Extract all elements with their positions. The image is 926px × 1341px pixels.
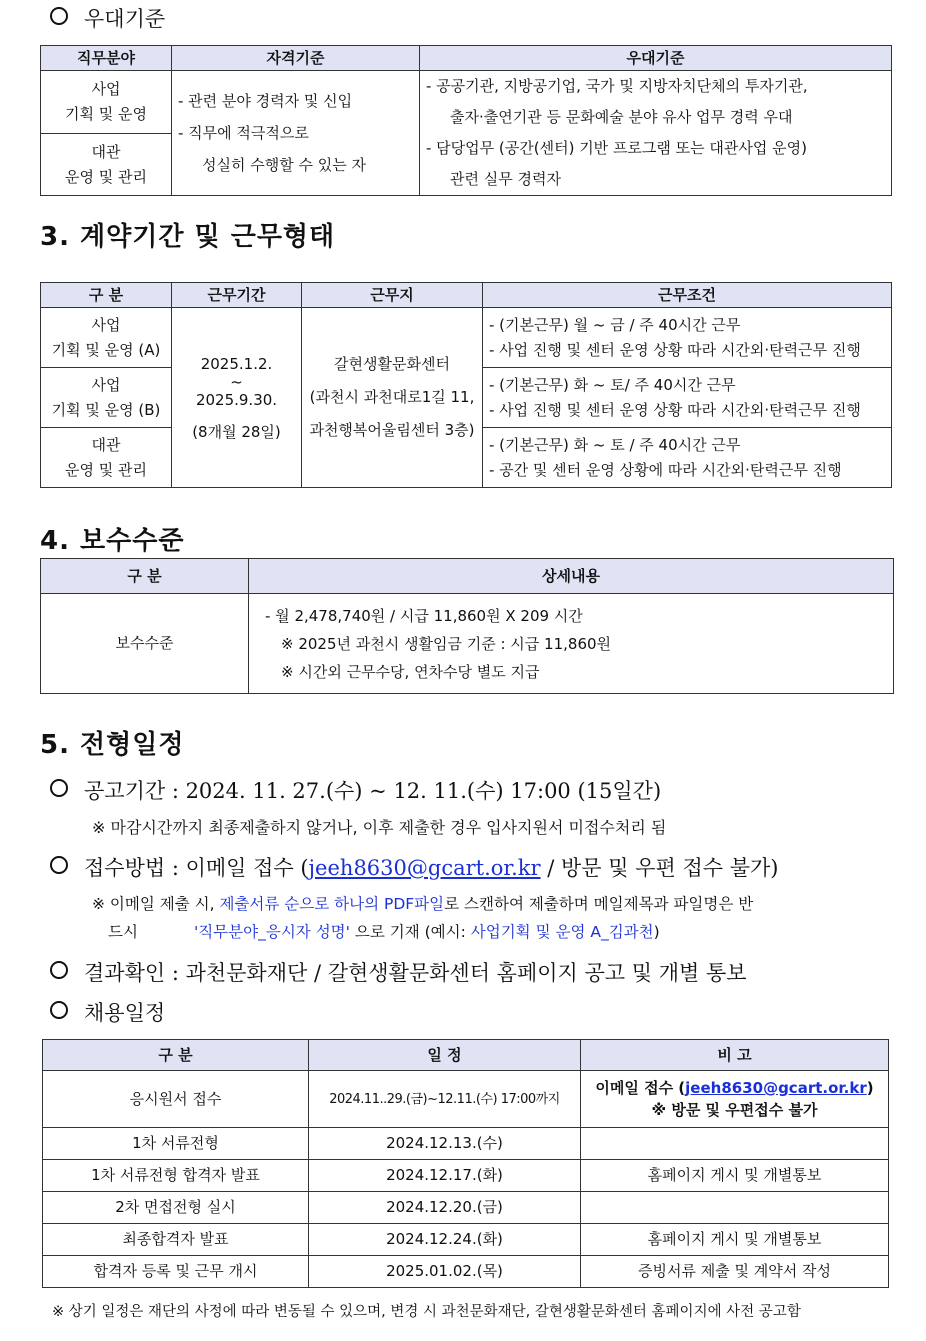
category-cell: 사업 기획 및 운영 (B): [41, 368, 172, 428]
email-note: ※ 이메일 제출 시, 제출서류 순으로 하나의 PDF파일로 스캔하여 제출하며 메일제목과 파일명은 반: [92, 895, 754, 913]
field-cell: 사업 기획 및 운영: [41, 71, 172, 134]
field-cell: 대관 운영 및 관리: [41, 134, 172, 196]
table-row: 1차 서류전형 2024.12.13.(수): [43, 1128, 889, 1160]
schedule-heading: 채용일정: [50, 997, 165, 1027]
application-method: 접수방법 : 이메일 접수 (jeeh8630@gcart.or.kr / 방문 및 우편 접수 불가): [50, 852, 778, 882]
preferred-table: [40, 45, 892, 196]
email-link[interactable]: jeeh8630@gcart.or.kr: [685, 1079, 867, 1097]
col-header: 직무분야: [41, 46, 172, 71]
salary-category: 보수수준: [41, 594, 249, 694]
notice-note: ※ 마감시간까지 최종제출하지 않거나, 이후 제출한 경우 입사지원서 미접수처리 됨: [92, 818, 667, 837]
circle-bullet-icon: [50, 961, 68, 979]
qualification-cell: - 관련 분야 경력자 및 신입 - 직무에 적극적으로 성실히 수행할 수 있는 자: [172, 71, 420, 196]
col-header: 자격기준: [172, 46, 420, 71]
contract-table: [40, 282, 892, 488]
salary-details: - 월 2,478,740원 / 시급 11,860원 X 209 시간 ※ 2025년 과천시 생활임금 기준 : 시급 11,860원 ※ 시간외 근무수당, 연차수당 별도 지급: [249, 594, 894, 694]
circle-bullet-icon: [50, 7, 68, 25]
result-check: 결과확인 : 과천문화재단 / 갈현생활문화센터 홈페이지 공고 및 개별 통보: [50, 957, 747, 987]
remark-cell: 홈페이지 게시 및 개별통보: [581, 1160, 889, 1192]
circle-bullet-icon: [50, 779, 68, 797]
remark-cell: 증빙서류 제출 및 계약서 작성: [581, 1256, 889, 1288]
period-cell: 2025.1.2. ~ 2025.9.30. (8개월 28일): [172, 308, 302, 488]
preference-cell: - 공공기관, 지방공기업, 국가 및 지방자치단체의 투자기관, 출자·출연기관 등 문화예술 분야 유사 업무 경력 우대 - 담당업무 (공간(센터) 기반 프로그램 또는 대관사업 운영) 관련 실무 경력자: [420, 71, 892, 196]
conditions-cell: - (기본근무) 월 ~ 금 / 주 40시간 근무 - 사업 진행 및 센터 운영 상황 따라 시간외·탄력근무 진행: [483, 308, 892, 368]
col-header: 상세내용: [249, 559, 894, 594]
salary-table: [40, 558, 894, 694]
conditions-cell: - (기본근무) 화 ~ 토/ 주 40시간 근무 - 사업 진행 및 센터 운영 상황 따라 시간외·탄력근무 진행: [483, 368, 892, 428]
category-cell: 사업 기획 및 운영 (A): [41, 308, 172, 368]
email-note-line2: 드시 '직무분야_응시자 성명' 으로 기재 (예시: 사업기획 및 운영 A_김과천): [108, 923, 660, 941]
table-row: 2차 면접전형 실시 2024.12.20.(금): [43, 1192, 889, 1224]
col-header: 구 분: [43, 1040, 309, 1071]
category-cell: 대관 운영 및 관리: [41, 428, 172, 488]
col-header: 우대기준: [420, 46, 892, 71]
col-header: 비 고: [581, 1040, 889, 1071]
circle-bullet-icon: [50, 1001, 68, 1019]
circle-bullet-icon: [50, 856, 68, 874]
col-header: 구 분: [41, 283, 172, 308]
section3-title: 3. 계약기간 및 근무형태: [40, 222, 336, 252]
col-header: 근무조건: [483, 283, 892, 308]
notice-period: 공고기간 : 2024. 11. 27.(수) ~ 12. 11.(수) 17:00 (15일간): [50, 775, 661, 805]
col-header: 근무기간: [172, 283, 302, 308]
table-row: 합격자 등록 및 근무 개시 2025.01.02.(목) 증빙서류 제출 및 계약서 작성: [43, 1256, 889, 1288]
preferred-heading: 우대기준: [50, 3, 165, 33]
col-header: 일 정: [309, 1040, 581, 1071]
remark-cell: 이메일 접수 (jeeh8630@gcart.or.kr) ※ 방문 및 우편접수 불가: [581, 1071, 889, 1128]
col-header: 구 분: [41, 559, 249, 594]
conditions-cell: - (기본근무) 화 ~ 토 / 주 40시간 근무 - 공간 및 센터 운영 상황에 따라 시간외·탄력근무 진행: [483, 428, 892, 488]
schedule-table: [42, 1039, 889, 1288]
table-row: 1차 서류전형 합격자 발표 2024.12.17.(화) 홈페이지 게시 및 개별통보: [43, 1160, 889, 1192]
section5-title: 5. 전형일정: [40, 730, 185, 760]
table-row: 응시원서 접수 2024.11..29.(금)~12.11.(수) 17:00까지 이메일 접수 (jeeh8630@gcart.or.kr) ※ 방문 및 우편접수 불가: [43, 1071, 889, 1128]
col-header: 근무지: [302, 283, 483, 308]
footnote: ※ 상기 일정은 재단의 사정에 따라 변동될 수 있으며, 변경 시 과천문화재단, 갈현생활문화센터 홈페이지에 사전 공고함: [52, 1304, 801, 1320]
remark-cell: 홈페이지 게시 및 개별통보: [581, 1224, 889, 1256]
section4-title: 4. 보수수준: [40, 526, 185, 556]
location-cell: 갈현생활문화센터 (과천시 과천대로1길 11, 과천행복어울림센터 3층): [302, 308, 483, 488]
table-row: 최종합격자 발표 2024.12.24.(화) 홈페이지 게시 및 개별통보: [43, 1224, 889, 1256]
email-link[interactable]: jeeh8630@gcart.or.kr: [308, 856, 541, 880]
